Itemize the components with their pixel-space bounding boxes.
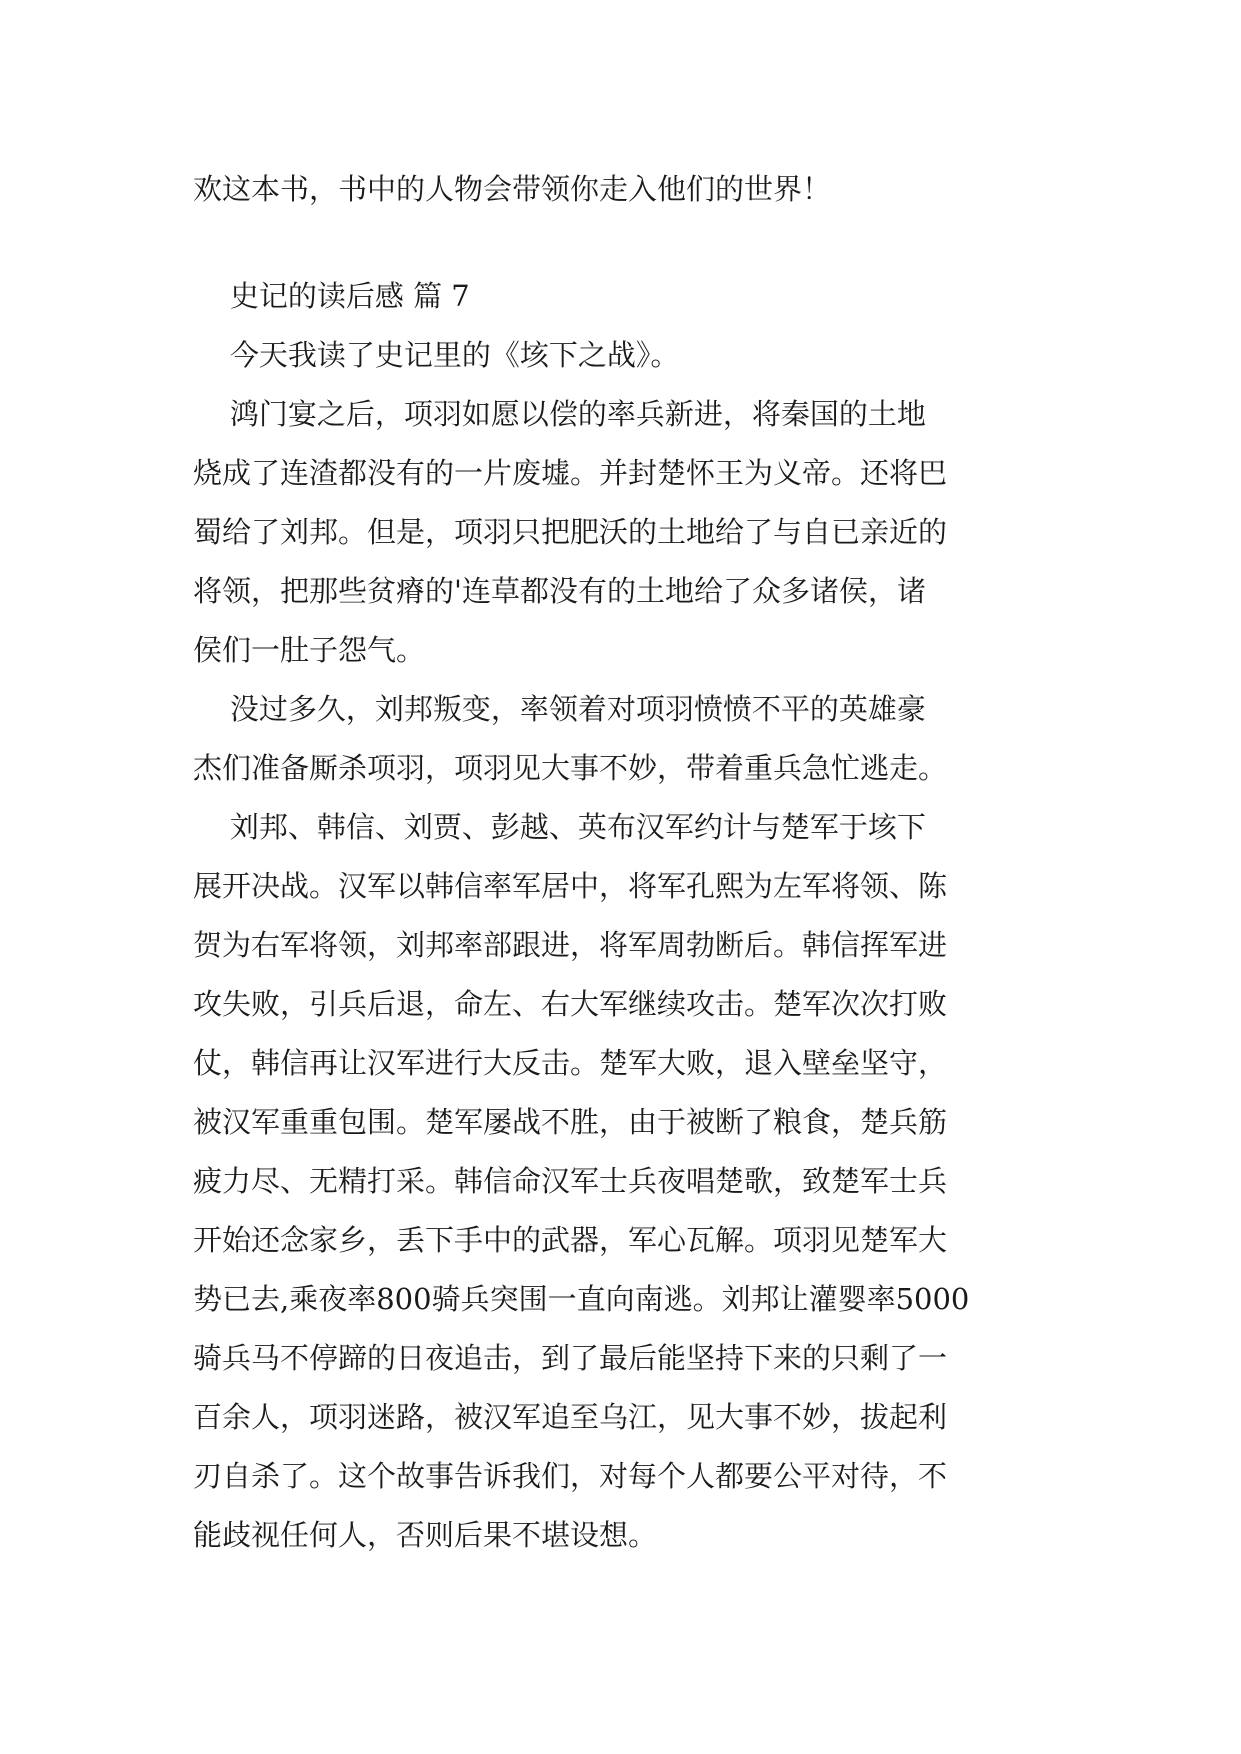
paragraph-line: 开始还念家乡，丢下手中的武器，军心瓦解。项羽见楚军大 [193,1223,948,1257]
document-body [193,160,1063,1565]
paragraph-line: 攻失败，引兵后退，命左、右大军继续攻击。楚军次次打败 [193,987,948,1021]
continuation-line: 欢这本书，书中的人物会带领你走入他们的世界！ [193,172,832,206]
paragraph-line: 刘邦、韩信、刘贾、彭越、英布汉军约计与楚军于垓下 [193,810,926,844]
paragraph-line: 百余人，项羽迷路，被汉军追至乌江，见大事不妙，拔起利 [193,1400,948,1434]
section-title: 史记的读后感 篇 7 [193,279,470,313]
paragraph-line: 仗，韩信再让汉军进行大反击。楚军大败，退入壁垒坚守， [193,1046,948,1080]
paragraph-line: 展开决战。汉军以韩信率军居中，将军孔熙为左军将领、陈 [193,869,948,903]
paragraph-line: 杰们准备厮杀项羽，项羽见大事不妙，带着重兵急忙逃走。 [193,751,948,785]
paragraph-line: 贺为右军将领，刘邦率部跟进，将军周勃断后。韩信挥军进 [193,928,948,962]
paragraph-line: 侯们一肚子怨气。 [193,633,426,667]
paragraph-line: 将领，把那些贫瘠的'连草都没有的土地给了众多诸侯，诸 [193,574,926,608]
paragraph-line: 鸿门宴之后，项羽如愿以偿的率兵新进，将秦国的土地 [193,397,926,431]
paragraph-line: 刃自杀了。这个故事告诉我们，对每个人都要公平对待，不 [193,1459,948,1493]
paragraph-line: 疲力尽、无精打采。韩信命汉军士兵夜唱楚歌，致楚军士兵 [193,1164,948,1198]
paragraph-line: 被汉军重重包围。楚军屡战不胜，由于被断了粮食，楚兵筋 [193,1105,948,1139]
section-gap [193,219,1063,267]
paragraph-line: 没过多久，刘邦叛变，率领着对项羽愤愤不平的英雄豪 [193,692,926,726]
paragraph-line: 今天我读了史记里的《垓下之战》。 [193,338,680,372]
paragraph-line: 烧成了连渣都没有的一片废墟。并封楚怀王为义帝。还将巴 [193,456,948,490]
paragraph-line: 势已去,乘夜率800骑兵突围一直向南逃。刘邦让灌婴率5000 [193,1282,970,1316]
paragraph-line: 骑兵马不停蹄的日夜追击，到了最后能坚持下来的只剩了一 [193,1341,948,1375]
paragraph-line: 蜀给了刘邦。但是，项羽只把肥沃的土地给了与自已亲近的 [193,515,948,549]
paragraph-line: 能歧视任何人，否则后果不堪设想。 [193,1518,658,1552]
